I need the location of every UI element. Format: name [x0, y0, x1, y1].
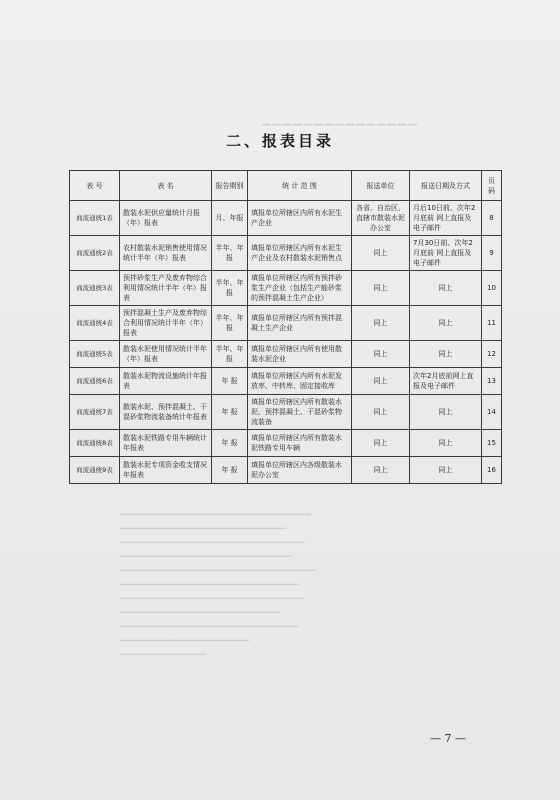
cell-scope: 填报单位所辖区内所有使用散装水泥企业 [248, 341, 352, 368]
cell-page: 13 [482, 368, 502, 395]
cell-name: 农村散装水泥销售使用情况统计半年（年）报表 [120, 236, 212, 271]
cell-name: 预拌砂浆生产及废弃物综合利用情况统计半年（年）报表 [120, 271, 212, 306]
page-title: 二、报表目录 [225, 132, 334, 150]
cell-code: 商流通统7表 [70, 395, 120, 430]
cell-name: 预拌混凝土生产及废弃物综合利用情况统计半年（年）报表 [120, 306, 212, 341]
cell-scope: 填报单位所辖区内所有水泥生产企业及农村散装水泥销售点 [248, 236, 352, 271]
table-row [70, 271, 502, 306]
cell-page: 9 [482, 236, 502, 271]
cell-period: 半年、年报 [212, 341, 248, 368]
cell-scope: 填报单位所辖区内所有预拌混凝土生产企业 [248, 306, 352, 341]
cell-method: 次年2月底前网上直报及电子邮件 [410, 368, 482, 395]
cell-unit: 同上 [352, 306, 410, 341]
table-row [70, 341, 502, 368]
cell-unit: 同上 [352, 271, 410, 306]
table-row [70, 306, 502, 341]
cell-method: 同上 [410, 395, 482, 430]
cell-scope: 填报单位所辖区内各级散装水泥办公室 [248, 457, 352, 484]
cell-period: 年 报 [212, 395, 248, 430]
bleed-through-mark: ▁▁▁▁▁▁▁▁▁▁▁▁▁▁▁▁▁▁▁▁▁▁▁▁▁▁▁▁▁▁ [120, 590, 305, 599]
cell-unit: 同上 [352, 457, 410, 484]
cell-period: 年 报 [212, 457, 248, 484]
header-period: 报告期别 [212, 171, 248, 201]
header-page: 页码 [482, 171, 502, 201]
cell-page: 10 [482, 271, 502, 306]
bleed-through-mark: ▁▁▁▁▁▁▁▁▁▁▁▁▁▁▁▁▁▁▁▁▁▁▁▁▁▁ [120, 604, 280, 613]
cell-period: 年 报 [212, 430, 248, 457]
cell-unit: 同上 [352, 368, 410, 395]
cell-method: 同上 [410, 271, 482, 306]
cell-period: 半年、年报 [212, 271, 248, 306]
cell-name: 散装水泥供应量统计月报（年）报表 [120, 201, 212, 236]
header-scope: 统 计 范 围 [248, 171, 352, 201]
bleed-through-mark: ▁▁▁▁▁▁▁▁▁▁▁▁▁▁▁▁▁▁▁▁▁▁▁▁▁▁▁▁▁▁ [120, 534, 305, 543]
cell-unit: 同上 [352, 236, 410, 271]
cell-code: 商流通统9表 [70, 457, 120, 484]
table-row [70, 201, 502, 236]
bleed-through-mark: ▁▁▁▁▁▁▁▁▁▁▁▁▁▁▁▁▁▁▁▁▁ [120, 632, 250, 641]
header-method: 报送日期及方式 [410, 171, 482, 201]
cell-scope: 填报单位所辖区内所有预拌砂浆生产企业（包括生产能砂浆的预拌混凝土生产企业） [248, 271, 352, 306]
cell-name: 散装水泥物流设施统计年报表 [120, 368, 212, 395]
cell-code: 商流通统2表 [70, 236, 120, 271]
cell-period: 半年、年报 [212, 236, 248, 271]
cell-code: 商流通统3表 [70, 271, 120, 306]
table-row [70, 236, 502, 271]
cell-method: 同上 [410, 306, 482, 341]
table-row [70, 457, 502, 484]
bleed-through-mark: ▔▔▔▔▔▔▔▔▔▔▔▔▔▔▔ [262, 124, 419, 137]
header-code: 表 号 [70, 171, 120, 201]
cell-method: 同上 [410, 430, 482, 457]
cell-name: 散装水泥专项资金收支情况年报表 [120, 457, 212, 484]
header-name: 表 名 [120, 171, 212, 201]
bleed-through-mark: ▁▁▁▁▁▁▁▁▁▁▁▁▁▁ [120, 646, 207, 655]
cell-unit: 各省、自治区、直辖市散装水泥办公室 [352, 201, 410, 236]
cell-scope: 填报单位所辖区内所有水泥生产企业 [248, 201, 352, 236]
cell-page: 15 [482, 430, 502, 457]
cell-code: 商流通统5表 [70, 341, 120, 368]
cell-unit: 同上 [352, 395, 410, 430]
bleed-through-mark: ▁▁▁▁▁▁▁▁▁▁▁▁▁▁▁▁▁▁▁▁▁▁▁▁▁▁▁ [120, 520, 287, 529]
cell-name: 散装水泥、预拌混凝土、干混砂浆物流装备统计年报表 [120, 395, 212, 430]
cell-unit: 同上 [352, 341, 410, 368]
cell-scope: 填报单位所辖区内所有散装水泥铁路专用车辆 [248, 430, 352, 457]
cell-method: 同上 [410, 457, 482, 484]
cell-page: 12 [482, 341, 502, 368]
cell-method: 7月30日前、次年2月底前 网上直报及电子邮件 [410, 236, 482, 271]
cell-code: 商流通统6表 [70, 368, 120, 395]
bleed-through-mark: ▁▁▁▁▁▁▁▁▁▁▁▁▁▁▁▁▁▁▁▁▁▁▁▁▁▁▁▁ [120, 548, 293, 557]
cell-period: 月、年报 [212, 201, 248, 236]
table-row [70, 430, 502, 457]
cell-code: 商流通统1表 [70, 201, 120, 236]
cell-page: 14 [482, 395, 502, 430]
table-row [70, 395, 502, 430]
table-row [70, 368, 502, 395]
report-catalog-table [69, 170, 502, 484]
page-number: — 7 — [430, 732, 466, 745]
bleed-through-mark: ▁▁▁▁▁▁▁▁▁▁▁▁▁▁▁▁▁▁▁▁▁▁▁▁▁▁▁▁▁ [120, 576, 299, 585]
bleed-through-mark: ▁▁▁▁▁▁▁▁▁▁▁▁▁▁▁▁▁▁▁▁▁▁▁▁▁▁▁▁▁ [120, 618, 299, 627]
cell-method: 月后10日前、次年2月底前 网上直报及电子邮件 [410, 201, 482, 236]
cell-name: 散装水泥铁路专用车辆统计年报表 [120, 430, 212, 457]
table-header-row [70, 171, 502, 201]
cell-scope: 填报单位所辖区内所有散装水泥、预拌混凝土、干混砂浆物流装备 [248, 395, 352, 430]
cell-period: 年 报 [212, 368, 248, 395]
cell-page: 8 [482, 201, 502, 236]
cell-page: 11 [482, 306, 502, 341]
cell-code: 商流通统4表 [70, 306, 120, 341]
cell-method: 同上 [410, 341, 482, 368]
cell-page: 16 [482, 457, 502, 484]
cell-scope: 填报单位所辖区内所有水泥发放率、中转库、固定接收库 [248, 368, 352, 395]
cell-name: 散装水泥使用情况统计半年（年）报表 [120, 341, 212, 368]
cell-unit: 同上 [352, 430, 410, 457]
header-unit: 报送单位 [352, 171, 410, 201]
cell-period: 半年、年报 [212, 306, 248, 341]
bleed-through-mark: ▁▁▁▁▁▁▁▁▁▁▁▁▁▁▁▁▁▁▁▁▁▁▁▁▁▁▁▁▁▁▁ [120, 506, 311, 515]
bleed-through-mark: ▁▁▁▁▁▁▁▁▁▁▁▁▁▁▁▁▁▁▁▁▁▁▁▁▁▁▁▁▁▁▁▁ [120, 562, 317, 571]
cell-code: 商流通统8表 [70, 430, 120, 457]
